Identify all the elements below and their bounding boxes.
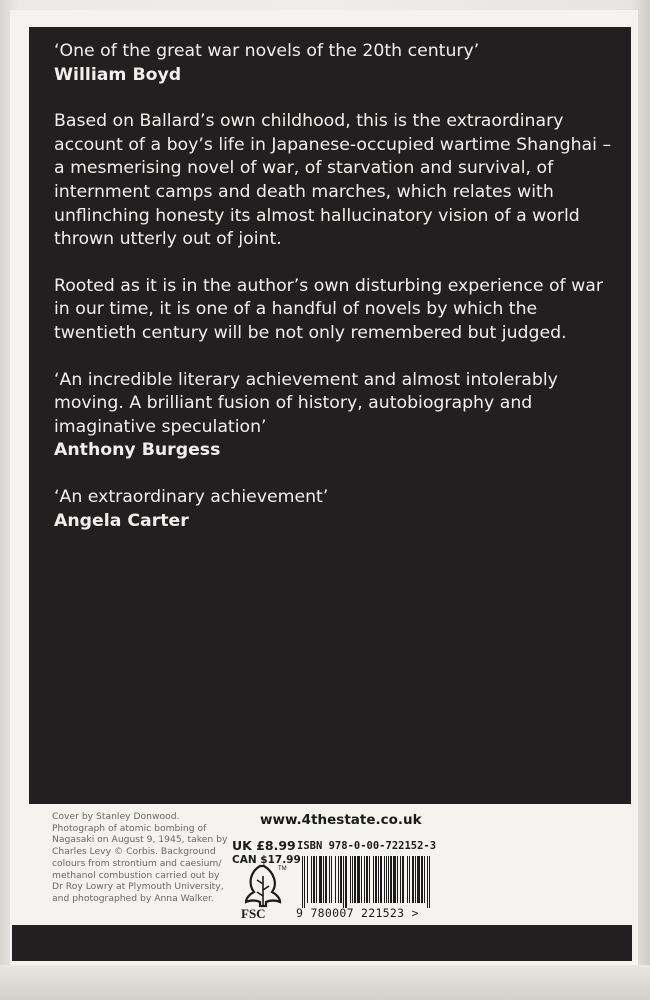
- quote-author-burgess: Anthony Burgess: [54, 440, 221, 461]
- fsc-trademark: TM: [278, 866, 287, 872]
- bottom-black-bar: [12, 925, 632, 961]
- barcode-bar: [384, 856, 385, 903]
- barcode-bar: [417, 856, 420, 903]
- barcode-bar: [421, 856, 423, 903]
- barcode-bar: [412, 856, 414, 903]
- barcode-bar: [335, 856, 336, 903]
- quote-author-carter: Angela Carter: [54, 510, 189, 531]
- barcode-bar: [361, 856, 362, 903]
- barcode-bar: [393, 856, 396, 903]
- barcode-bar: [397, 856, 398, 903]
- quote-burgess: ‘An incredible literary achievement and almost intolerably moving. A brilliant fusion of history, autobiography and imaginative speculation’: [54, 369, 558, 437]
- publisher-website: www.4thestate.co.uk: [260, 812, 422, 828]
- barcode-bar: [313, 856, 315, 903]
- quote-carter: ‘An extraordinary achievement’: [54, 486, 329, 507]
- price-uk: UK £8.99: [232, 838, 296, 853]
- barcode-bar: [338, 856, 339, 903]
- barcode-bar: [364, 856, 365, 903]
- fsc-label: FSC: [241, 906, 266, 920]
- barcode-bar: [316, 856, 317, 903]
- price-can: CAN $17.99: [232, 854, 301, 866]
- barcode-bar: [354, 856, 356, 903]
- synopsis-paragraph-2: Rooted as it is in the author’s own disturbing experience of war in our time, it is one of a handful of novels by which the twentieth century will be not only remembered but judged.: [54, 275, 603, 343]
- barcode-bar: [409, 856, 410, 903]
- barcode-bar: [407, 856, 408, 903]
- fsc-logo-icon: [236, 862, 292, 920]
- barcode-bar: [402, 856, 404, 903]
- barcode-bar: [331, 856, 332, 903]
- barcode-bar: [386, 856, 387, 903]
- barcode-bar: [311, 856, 312, 903]
- quote-boyd: ‘One of the great war novels of the 20th century’: [54, 41, 480, 61]
- barcode-bar: [400, 856, 401, 903]
- barcode-bar: [357, 856, 360, 903]
- barcode-bar: [427, 856, 428, 908]
- cover-credits: Cover by Stanley Donwood. Photograph of atomic bombing of Nagasaki on August 9, 1945, taken by Charles Levy © Corbis. Background colours from strontium and caesium/ methanol combustion carried out by Dr Roy Lowry at Plymouth University, and photographed by Anna Walker.: [52, 811, 228, 904]
- barcode-bar: [424, 856, 425, 903]
- barcode-bar: [323, 856, 324, 903]
- barcode-bar: [375, 856, 377, 903]
- barcode-bar: [366, 856, 368, 903]
- barcode-bar: [340, 856, 342, 903]
- barcode-bar: [325, 856, 327, 903]
- bottom-shadow: [0, 965, 650, 1000]
- barcode-bar: [373, 856, 374, 903]
- synopsis-paragraph-1: Based on Ballard’s own childhood, this is the extraordinary account of a boy’s life in Japanese-occupied wartime Shanghai – a mesmerising novel of war, of starvation and survival, of internment camps and death marches, which relates with unflinching honesty its almost hallucinatory vision of a world thrown utterly out of joint.: [54, 111, 612, 250]
- barcode-bar: [345, 856, 347, 908]
- barcode-bar: [329, 856, 330, 903]
- barcode-digits: 9 780007 221523 >: [296, 906, 419, 920]
- barcode-bar: [380, 856, 382, 903]
- barcode-bar: [388, 856, 389, 903]
- blurb-text: [54, 40, 624, 533]
- isbn-label: ISBN 978-0-00-722152-3: [297, 840, 437, 852]
- barcode-bar: [343, 856, 344, 908]
- barcode-bar: [319, 856, 322, 903]
- barcode-bar: [390, 856, 392, 903]
- barcode-bar: [350, 856, 351, 903]
- barcode-bar: [304, 856, 305, 908]
- barcode-bar: [429, 856, 430, 908]
- barcode-bar: [352, 856, 353, 903]
- barcode-bar: [307, 856, 308, 903]
- barcode-bar: [378, 856, 379, 903]
- barcode-bar: [302, 856, 303, 908]
- barcode-bar: [415, 856, 416, 903]
- quote-author-boyd: William Boyd: [54, 64, 182, 85]
- barcode: [302, 856, 430, 908]
- barcode-bar: [369, 856, 370, 903]
